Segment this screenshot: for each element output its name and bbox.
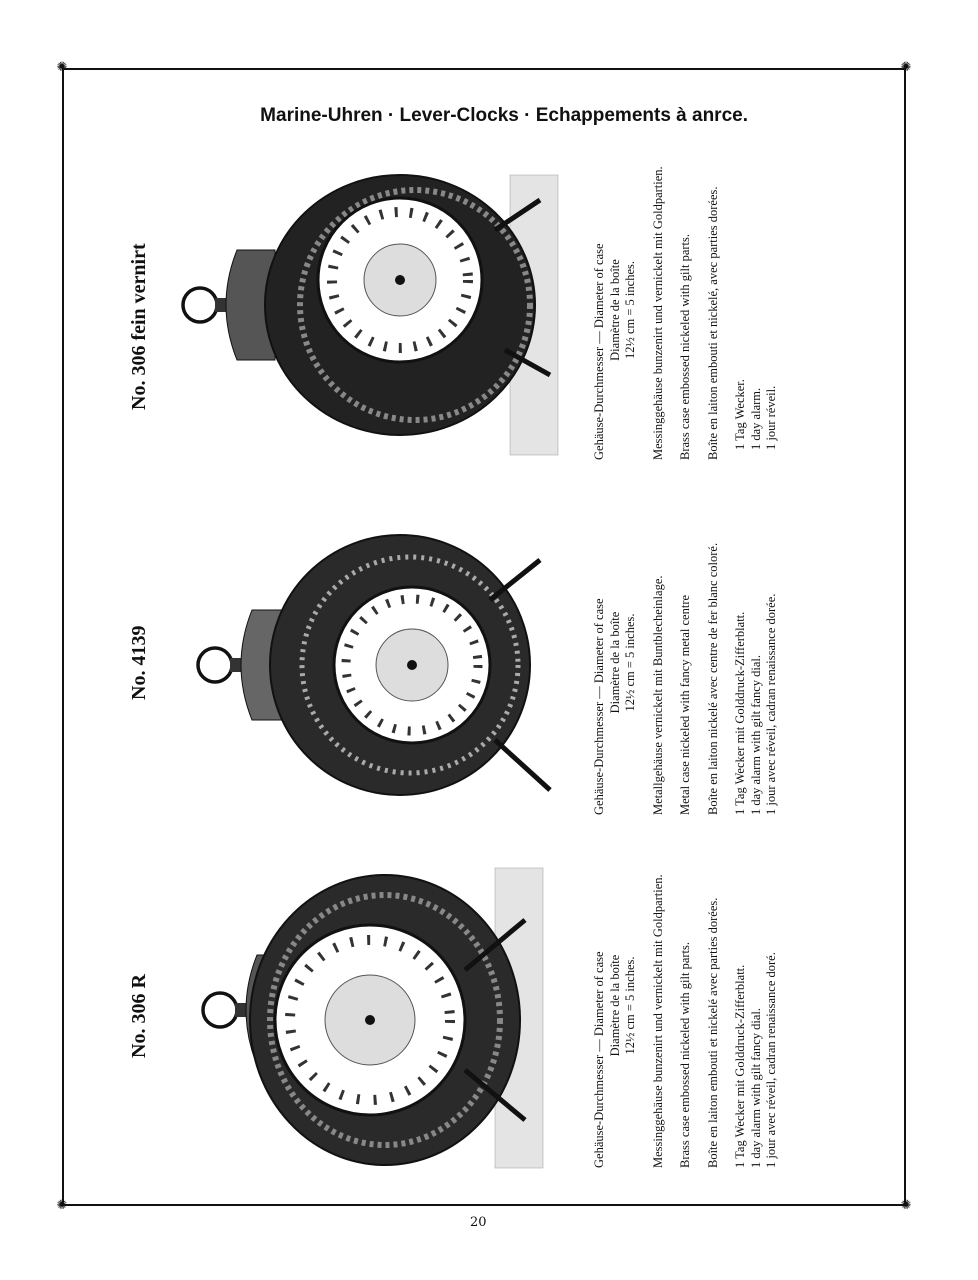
model-title-4139: No. 4139 [128,625,150,700]
clock-illustration-4139 [190,530,560,810]
diameter-label-fr: Diamètre de la boîte [607,954,622,1057]
diameter-label: Gehäuse-Durchmesser — Diameter of case [592,243,606,460]
case-description-de: Metallgehäuse vernickelt mit Buntblecheinlage. [650,575,665,815]
dial-description-fr: 1 jour avec réveil, cadran renaissance doré. [764,952,778,1168]
case-description-fr: Boîte en laiton nickelé avec centre de fer blanc coloré. [705,542,720,815]
case-description-en: Brass case embossed nickeled with gilt parts. [678,942,692,1168]
diameter-label: Gehäuse-Durchmesser — Diameter of case [592,598,606,815]
page-number: 20 [470,1215,487,1230]
clock-illustration-306-fein [175,170,565,460]
page-heading: Marine-Uhren · Lever-Clocks · Echappements à anrce. [260,105,748,126]
corner-ornament-icon: ✺ [56,60,68,75]
clock-illustration-306r [195,860,555,1180]
case-description-de: Messinggehäuse bunzenirt und vernickelt mit Goldpartien. [650,166,665,460]
dial-description-fr: 1 jour avec réveil, cadran renaissance dorée. [764,593,778,815]
diameter-value: 12½ cm = 5 inches. [623,261,637,360]
dial-description-en: 1 day alarm. [748,387,763,450]
case-description-fr: Boîte en laiton embouti et nickelé avec parties dorées. [705,897,720,1168]
model-title-306r: No. 306 R [128,974,150,1058]
diameter-value: 12½ cm = 5 inches. [623,956,637,1055]
dial-description-de: 1 Tag Wecker mit Golddruck-Zifferblatt. [733,611,747,815]
item-description-4139 [592,510,842,815]
case-description-fr: Boîte en laiton embouti et nickelé, avec parties dorées. [705,186,720,460]
corner-ornament-icon: ✺ [56,1198,68,1213]
corner-ornament-icon: ✺ [900,60,912,75]
case-description-en: Brass case embossed nickeled with gilt parts. [678,234,692,460]
case-description-de: Messinggehäuse bunzenirt und vernickelt mit Goldpartien. [650,874,665,1168]
item-description-306-fein [592,160,842,460]
item-description-306r [592,843,842,1168]
model-title-306-fein: No. 306 fein vernirt [128,243,150,410]
dial-description-fr: 1 jour réveil. [764,385,778,450]
diameter-label: Gehäuse-Durchmesser — Diameter of case [592,951,606,1168]
dial-description-de: 1 Tag Wecker. [733,379,747,450]
dial-description-en: 1 day alarm with gilt fancy dial. [748,654,763,815]
diameter-label-fr: Diamètre de la boîte [607,611,622,714]
dial-description-en: 1 day alarm with gilt fancy dial. [748,1007,763,1168]
diameter-label-fr: Diamètre de la boîte [607,259,622,361]
case-description-en: Metal case nickeled with fancy metal centre [678,594,692,815]
corner-ornament-icon: ✺ [900,1198,912,1213]
diameter-value: 12½ cm = 5 inches. [623,613,637,712]
dial-description-de: 1 Tag Wecker mit Golddruck-Zifferblatt. [733,964,747,1168]
